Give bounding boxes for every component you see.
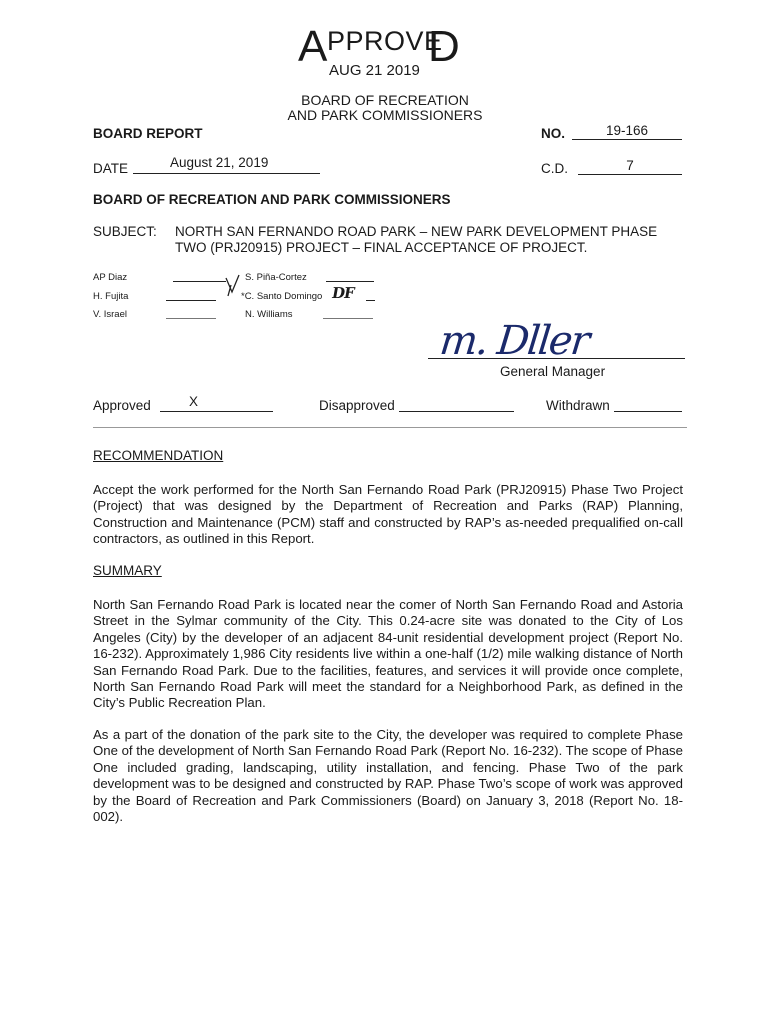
cd-label: C.D. xyxy=(541,161,568,176)
stamp-word: PPROVE xyxy=(327,26,443,56)
report-no-label: NO. xyxy=(541,126,566,141)
approved-label: Approved xyxy=(93,398,151,413)
sign-line-left-1 xyxy=(173,281,226,282)
gm-signature: m. Dller xyxy=(437,318,591,364)
commissioner-left-3: V. Israel xyxy=(93,309,127,320)
section-divider xyxy=(93,427,687,428)
summary-paragraph-2: As a part of the donation of the park site to the City, the developer was required to complete Phase One of the development of North San Fernando Road Park (Report No. 16-232). The scope of Phase One included grading, landscaping, utility installation, and fencing. Phase Two of the park development was to be designed and constructed by RAP. Phase Two’s scope of work was approved by the Board of Recreation and Park Commissioners (Board) on January 3, 2018 (Report No. 18-002). xyxy=(93,727,683,825)
stamp-letter-a: A xyxy=(298,22,328,71)
stamp-letter-d: D xyxy=(428,22,460,71)
gm-label: General Manager xyxy=(500,364,606,379)
date-label: DATE xyxy=(93,161,129,176)
commissioner-right-2: *C. Santo Domingo xyxy=(241,291,323,302)
disapproved-line xyxy=(399,411,514,412)
recommendation-text: Accept the work performed for the North San Fernando Road Park (PRJ20915) Phase Two Project (Project) that was designed by the Department of Recreation and Parks (RAP) Planning, Construction and Maintenance (PCM) staff and constructed by RAP’s as-needed prequalified on-call contractors, as outlined in this Report. xyxy=(93,482,683,547)
date-value: August 21, 2019 xyxy=(170,155,269,170)
approved-field xyxy=(160,394,273,412)
sign-line-right-1 xyxy=(326,281,374,282)
addressee: BOARD OF RECREATION AND PARK COMMISSIONERS xyxy=(93,192,451,207)
sign-line-right-3 xyxy=(323,318,373,319)
subject-line-1: NORTH SAN FERNANDO ROAD PARK – NEW PARK DEVELOPMENT PHASE xyxy=(175,224,658,239)
recommendation-heading: RECOMMENDATION xyxy=(93,448,224,463)
commissioner-left-2: H. Fujita xyxy=(93,291,129,302)
subject-line-2: TWO (PRJ20915) PROJECT – FINAL ACCEPTANCE OF PROJECT. xyxy=(175,240,588,255)
withdrawn-line xyxy=(614,411,682,412)
report-no-field xyxy=(572,122,682,140)
summary-heading: SUMMARY xyxy=(93,563,162,578)
summary-paragraph-1: North San Fernando Road Park is located near the comer of North San Fernando Road and Astoria Street in the Sylmar community of the City. This 0.24-acre site was donated to the City of Los Angeles (City) by the developer of an adjacent 84-unit residential development project (Report No. 16-232). Approximately 1,986 City residents live within a one-half (1/2) mile walking distance of North San Fernando Road Park. Due to the facilities, features, and services it will provide once complete, North San Fernando Road Park will meet the standard for a Neighborhood Park, as defined in the City’s Public Recreation Plan. xyxy=(93,597,683,711)
commissioner-right-1: S. Piña-Cortez xyxy=(245,272,307,283)
cd-field xyxy=(578,157,682,175)
report-no-value: 19-166 xyxy=(605,123,649,138)
approved-stamp xyxy=(298,22,468,82)
sign-line-left-3 xyxy=(166,318,216,319)
commissioners-block xyxy=(93,270,393,320)
board-report-label: BOARD REPORT xyxy=(93,126,203,141)
commissioner-right-3: N. Williams xyxy=(245,309,293,320)
commissioner-initials: DF xyxy=(330,284,356,302)
sign-line-left-2 xyxy=(166,300,216,301)
disapproved-label: Disapproved xyxy=(319,398,395,413)
date-field xyxy=(133,155,320,174)
subject-label: SUBJECT: xyxy=(93,224,157,239)
approved-mark: X xyxy=(189,394,199,409)
cd-value: 7 xyxy=(626,158,634,173)
sign-line-right-2 xyxy=(366,300,375,301)
stamp-date: AUG 21 2019 xyxy=(329,62,420,79)
commissioner-left-1: AP Diaz xyxy=(93,272,128,283)
header-line-1: BOARD OF RECREATION xyxy=(301,92,469,108)
header-line-2: AND PARK COMMISSIONERS xyxy=(287,107,483,123)
withdrawn-label: Withdrawn xyxy=(546,398,610,413)
